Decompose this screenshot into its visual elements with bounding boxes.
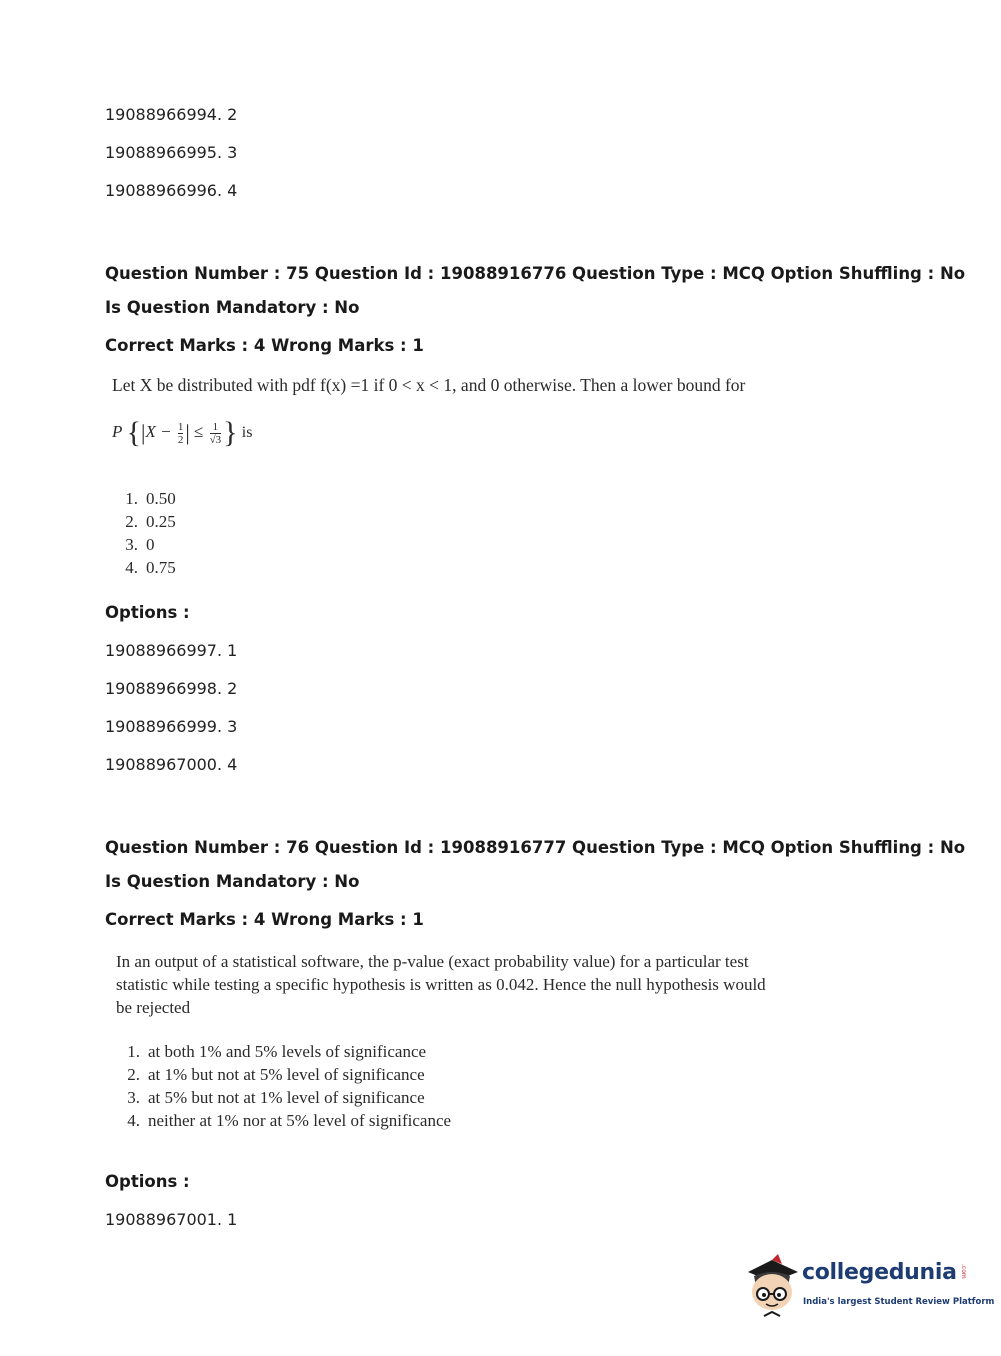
q75-options-label: Options : [105, 603, 190, 622]
option-line: 19088966994. 2 [105, 105, 238, 124]
formula-is: is [241, 423, 253, 441]
q76-header: Question Number : 76 Question Id : 19088916777 Question Type : MCQ Option Shuffling : No [105, 838, 966, 857]
choice-item: 3. at 5% but not at 1% level of significance [127, 1088, 425, 1107]
q76-mandatory: Is Question Mandatory : No [105, 872, 360, 891]
question-line: In an output of a statistical software, the p-value (exact probability value) for a particular test [116, 952, 749, 971]
question-line: statistic while testing a specific hypothesis is written as 0.042. Hence the null hypothesis would [116, 975, 766, 994]
option-line: 19088966999. 3 [105, 717, 238, 736]
option-line: 19088966998. 2 [105, 679, 238, 698]
choice-item: 4. 0.75 [125, 558, 176, 577]
question-line: be rejected [116, 998, 191, 1017]
q75-question-text: Let X be distributed with pdf f(x) =1 if 0 < x < 1, and 0 otherwise. Then a lower bound for [112, 375, 746, 395]
q76-choice-list [116, 1042, 451, 1134]
formula-leq: ≤ [193, 421, 204, 441]
option-line: 19088966996. 4 [105, 181, 238, 200]
formula-lbrace: { [126, 416, 142, 449]
logo-wordmark: collegedunia [802, 1260, 957, 1285]
logo-suffix: .com [960, 1264, 967, 1279]
q76-marks: Correct Marks : 4 Wrong Marks : 1 [105, 910, 424, 929]
choice-item: 1. at both 1% and 5% levels of significance [127, 1042, 427, 1061]
option-line: 19088967001. 1 [105, 1210, 238, 1229]
rt-denominator: √3 [209, 433, 222, 446]
q75-marks: Correct Marks : 4 Wrong Marks : 1 [105, 336, 424, 355]
q75-formula: P {|X − $\frac{1}{2}$ | ≤ $\frac{1}{√3}$ } is [112, 416, 253, 449]
option-line: 19088966995. 3 [105, 143, 238, 162]
formula-rt3 [210, 421, 222, 446]
mascot-icon [742, 1250, 802, 1320]
q75-mandatory: Is Question Mandatory : No [105, 298, 360, 317]
q76-options-label: Options : [105, 1172, 190, 1191]
logo-tagline: India's largest Student Review Platform [803, 1297, 995, 1307]
q75-header: Question Number : 75 Question Id : 19088916776 Question Type : MCQ Option Shuffling : No [105, 264, 966, 283]
q76-question-text [116, 950, 766, 1019]
q75-choice-list [114, 489, 176, 581]
collegedunia-logo[interactable] [742, 1250, 995, 1320]
half-denominator: 2 [177, 433, 184, 446]
formula-half [178, 421, 184, 446]
formula-x-minus: X − [145, 421, 172, 441]
rt-numerator: 1 [212, 420, 219, 433]
choice-item: 2. at 1% but not at 5% level of significance [127, 1065, 425, 1084]
choice-item: 4. neither at 1% nor at 5% level of significance [127, 1111, 452, 1130]
choice-item: 2. 0.25 [125, 512, 176, 531]
formula-rbrace: } [223, 416, 238, 449]
option-line: 19088966997. 1 [105, 641, 238, 660]
half-numerator: 1 [177, 420, 184, 433]
choice-item: 3. 0 [125, 535, 155, 554]
choice-item: 1. 0.50 [125, 489, 176, 508]
formula-p: P [112, 421, 123, 441]
option-line: 19088967000. 4 [105, 755, 238, 774]
